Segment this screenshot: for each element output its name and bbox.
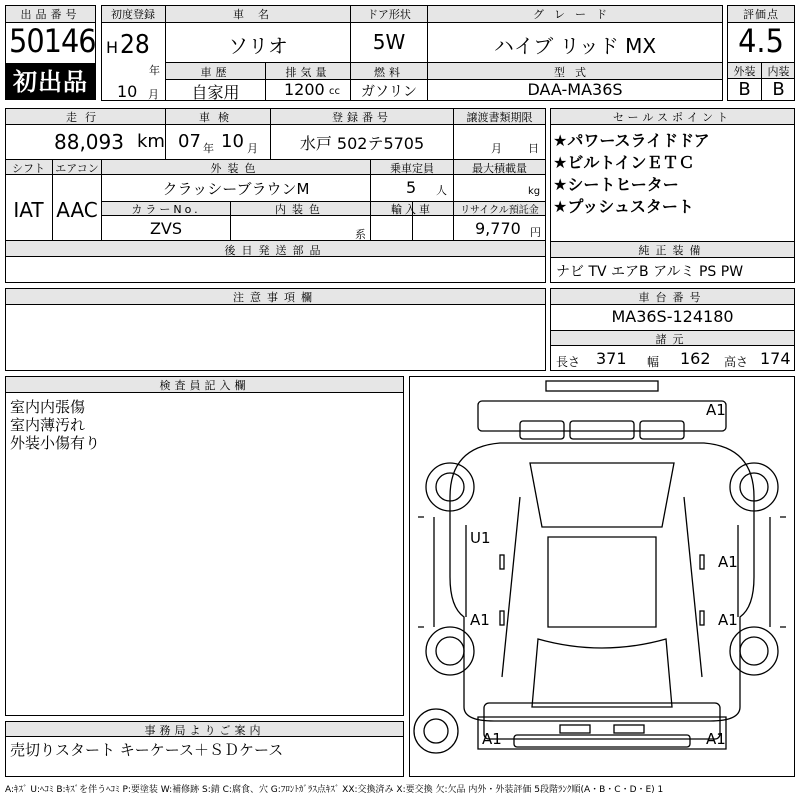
reg-number: 水戸 502テ5705 [299,134,425,153]
first-listing-badge: 初出品 [5,64,96,100]
first-reg-era: H [106,38,119,57]
door-label: ドア形状 [367,8,411,21]
max-load-label: 最大積載量 [472,162,527,175]
int-color-suffix: 系 [355,228,366,241]
aircon: AAC [56,198,98,222]
first-reg-month-unit: 月 [148,88,159,101]
car-name: ソリオ [228,34,288,58]
shift: IAT [13,198,44,222]
max-load-unit: kg [528,186,541,197]
width: 162 [680,349,711,368]
recycle-label: リサイクル預託金 [460,205,539,216]
interior-score-label: 内装 [767,65,790,78]
first-reg-month: 10 [117,82,138,101]
equipment-label: 純正装備 [638,244,707,257]
displacement: 1200 [284,80,325,99]
width-label: 幅 [647,355,660,369]
first-reg-year-unit: 年 [149,64,160,77]
import-label: 輸入車 [391,203,433,216]
damage-mark: A1 [718,611,738,629]
car-damage-diagram [410,377,794,776]
sales-point-item: ★ビルトインＥＴＣ [553,153,695,172]
office-label: 事務局よりご案内 [144,724,265,737]
capacity: 5 [406,178,417,197]
later-parts-label: 後日発送部品 [224,244,327,257]
first-reg-year: 28 [120,30,150,60]
height-label: 高さ [724,355,749,369]
damage-mark: A1 [482,730,502,748]
capacity-unit: 人 [436,184,447,197]
lot-number: 50146 [9,22,96,60]
history: 自家用 [191,83,240,102]
recycle: 9,770 [475,219,521,238]
sales-point-item: ★シートヒーター [553,175,679,194]
transfer-deadline-label: 譲渡書類期限 [466,111,533,124]
inspection-month-unit: 月 [247,142,258,155]
exterior-score: B [738,79,751,100]
color-no-label: カラーNo. [131,203,201,216]
history-label: 車歴 [200,66,231,79]
int-color-label: 内装色 [275,203,326,216]
damage-mark: A1 [706,730,726,748]
ext-color-label: 外装色 [210,162,262,175]
notes-label: 注意事項欄 [233,291,318,304]
transfer-day-unit: 日 [528,142,539,155]
sales-point-item: ★プッシュスタート [553,197,694,216]
equipment: ナビ TV エアB アルミ PS PW [556,264,744,280]
shift-label: シフト [12,162,45,175]
mileage-unit: km [137,131,165,152]
inspector-note: 外装小傷有り [10,434,101,452]
interior-score: B [772,79,785,100]
displacement-unit: cc [329,86,340,97]
color-no: ZVS [149,219,183,238]
damage-diagram-panel [409,376,795,777]
lot-number-label: 出品番号 [5,5,96,23]
mileage-label: 走行 [66,111,104,124]
chassis-label: 車台番号 [638,291,707,304]
height: 174 [760,349,791,368]
ext-color: クラッシーブラウンM [162,180,310,198]
car-name-label: 車名 [233,8,283,21]
damage-mark: U1 [470,529,491,547]
sales-point-item: ★パワースライドドア [553,131,710,150]
score-label: 評価点 [727,5,795,23]
recycle-unit: 円 [530,226,541,239]
dimensions-label: 諸元 [655,333,690,346]
score: 4.5 [738,22,784,60]
legend-text: A:ｷｽﾞ U:ﾍｺﾐ B:ｷｽﾞを伴うﾍｺﾐ P:要塗装 W:補修跡 S:錆 C:腐食、穴 G:ﾌﾛﾝﾄｶﾞﾗｽ点ｷｽﾞ XX:交換済み X:要交換 欠:欠品 内外・外装評価 5段階ﾗﾝｸ順(A・B・C・D・E) 1 [5,785,664,795]
displacement-label: 排気量 [285,66,331,79]
inspection-label: 車検 [199,111,237,124]
inspector-note: 室内薄汚れ [10,416,86,434]
aircon-label: エアコン [55,162,99,175]
inspection-month: 10 [221,131,244,152]
length: 371 [596,349,627,368]
exterior-score-label: 外装 [733,65,756,78]
fuel: ガソリン [361,84,417,100]
sales-points-label: セールスポイント [612,111,732,124]
inspection-year: 07 [178,131,201,152]
damage-mark: A1 [470,611,490,629]
model-code-label: 型式 [554,66,596,79]
door-type: 5W [372,30,406,54]
reg-number-label: 登録番号 [332,111,392,124]
capacity-label: 乗車定員 [390,162,434,175]
inspector-label: 検査員記入欄 [159,379,250,392]
model-code: DAA-MA36S [527,80,623,99]
transfer-month-unit: 月 [491,142,502,155]
first-reg-label: 初度登録 [111,8,155,21]
office-message: 売切りスタート キーケース＋ＳＤケース [10,741,284,759]
damage-mark: A1 [706,401,726,419]
inspection-year-unit: 年 [203,142,214,155]
grade-label: グレード [533,8,617,21]
mileage: 88,093 [54,130,124,154]
damage-mark: A1 [718,553,738,571]
fuel-label: 燃料 [374,66,404,79]
inspector-note: 室内内張傷 [10,398,86,416]
chassis-number: MA36S-124180 [611,307,734,326]
length-label: 長さ [556,355,581,369]
grade: ハイブ リッド MX [493,34,657,58]
